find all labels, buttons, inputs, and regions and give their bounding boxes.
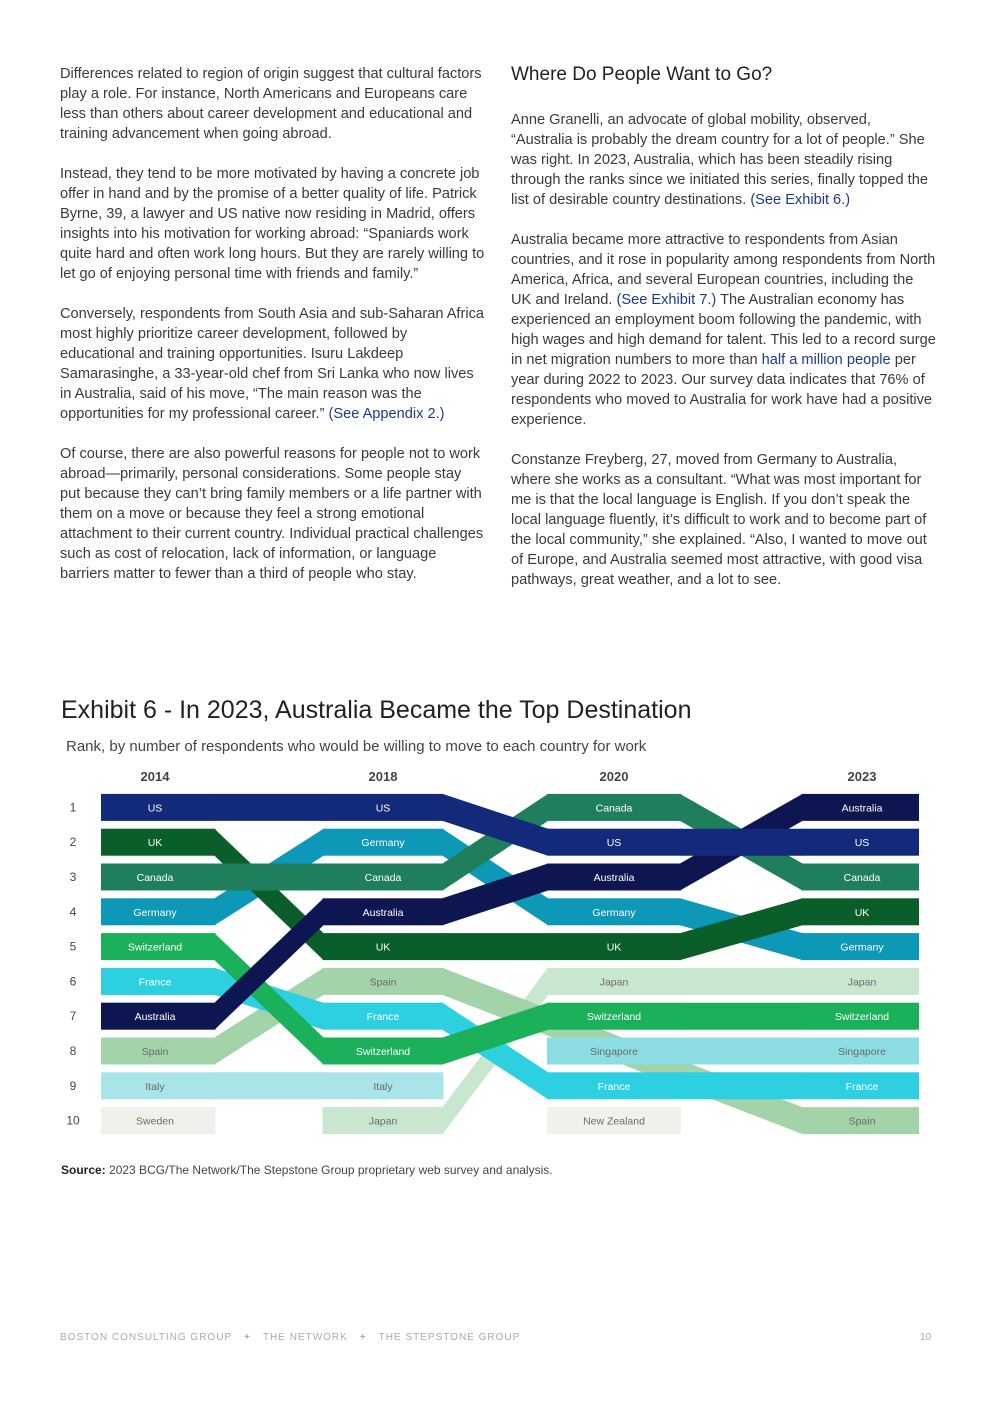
paragraph: Instead, they tend to be more motivated by having a concrete job offer in hand and by the promise of a better quality of life. Patrick Byrne, 39, a lawyer and US native now residing in Madrid, offers insights into his motivation for working abroad: “Spaniards work quite hard and often work long hours. But they are rarely willing to let go of enjoying personal time with friends and family.” [60, 166, 485, 282]
year-label: 2018 [368, 769, 398, 784]
source-note [61, 1163, 553, 1177]
country-label: US [606, 837, 622, 850]
paragraph-text: Anne Granelli, an advocate of global mobility, observed, “Australia is probably the dream country for a lot of people.” She was right. In 2023, Australia, which has been steadily rising through the ranks since we initiated this series, finally topped the list of desirable country destinations. [511, 112, 928, 208]
paragraph-text: Conversely, respondents from South Asia and sub-Saharan Africa most highly prioritize career development, followed by educational and training opportunities. Isuru Lakdeep Samarasinghe, a 33-year-old chef from Sri Lanka who now lives in Australia, said of his move, “The main reason was the opportunities for my professional career.” [60, 306, 484, 422]
country-label: Spain [369, 976, 397, 989]
footer-separator: + [244, 1332, 251, 1343]
paragraph: Of course, there are also powerful reasons for people not to work abroad—primarily, personal considerations. Some people stay put because they can’t bring family members or a life partner with them on a move or because they feel a strong emotional attachment to their current country. Individual practical challenges such as cost of relocation, lack of information, or language barriers matter to fewer than a third of people who stay. [60, 446, 484, 582]
country-label: Japan [599, 976, 629, 989]
country-label: Canada [364, 872, 402, 884]
country-label: US [854, 837, 870, 850]
rank-label: 7 [69, 1009, 77, 1024]
footer-org: THE STEPSTONE GROUP [378, 1332, 521, 1343]
country-label: UK [147, 837, 163, 850]
country-label: Germany [361, 837, 405, 850]
country-label: Germany [592, 906, 636, 919]
series-singapore [547, 1038, 919, 1065]
rank-connector [443, 933, 549, 960]
country-label: Australia [134, 1011, 176, 1024]
rank-connector [215, 864, 324, 891]
footer-separator: + [359, 1332, 367, 1343]
country-label: France [138, 976, 172, 989]
country-label: Sweden [136, 1115, 174, 1128]
rank-label: 8 [69, 1044, 77, 1058]
country-label: Switzerland [586, 1011, 642, 1024]
paragraph: Constanze Freyberg, 27, moved from Germany to Australia, where she works as a consultant. “What was most important for me is that the local language is English. If you don’t speak the local language fluently, it’s difficult to work and to become part of the local community,” she explained. “Also, I wanted to move out of Europe, and Australia seemed most attractive, with good visa pathways, great weather, and a lot to see. [511, 452, 927, 588]
rank-label: 1 [69, 800, 77, 815]
country-label: UK [375, 941, 391, 954]
section-heading: Where Do People Want to Go? [511, 64, 773, 85]
country-label: Spain [848, 1115, 876, 1128]
country-label: Switzerland [127, 941, 183, 954]
country-label: Australia [362, 906, 404, 919]
exhibit-6-link[interactable]: (See Exhibit 6.) [750, 192, 851, 208]
country-label: Australia [593, 872, 635, 884]
country-label: Germany [840, 941, 884, 954]
country-label: Singapore [838, 1046, 886, 1058]
country-label: Singapore [590, 1046, 638, 1058]
paragraph [511, 230, 936, 430]
source-text: 2023 BCG/The Network/The Stepstone Group proprietary web survey and analysis. [109, 1163, 553, 1177]
country-label: US [147, 802, 163, 815]
rank-connector [680, 1072, 803, 1099]
paragraph-text: The Australian economy has experienced an employment boom following the pandemic, with high wages and high demand for talent. This led to a record surge in net migration numbers to more than [511, 292, 936, 368]
source-label: Source: [61, 1163, 106, 1177]
year-label: 2020 [599, 769, 629, 784]
year-label: 2014 [140, 769, 170, 784]
paragraph-text: per year during 2022 to 2023. Our survey data indicates that 76% of respondents who moved to Australia for work have had a positive experience. [511, 352, 933, 428]
country-label: US [375, 802, 391, 815]
paragraph [60, 304, 485, 424]
paragraph: Differences related to region of origin suggest that cultural factors play a role. For instance, North Americans and Europeans care less than others about career development and educational and training advancement when going abroad. [60, 66, 482, 142]
country-label: Switzerland [834, 1011, 890, 1024]
country-label: Canada [595, 802, 633, 815]
country-label: Japan [847, 976, 877, 989]
rank-label: 5 [69, 939, 77, 954]
exhibit-subtitle: Rank, by number of respondents who would be willing to move to each country for work [66, 738, 647, 755]
country-label: UK [854, 906, 870, 919]
rank-label: 10 [66, 1113, 80, 1128]
rank-connector [680, 968, 803, 995]
country-label: Switzerland [355, 1046, 411, 1058]
country-label: France [366, 1011, 400, 1024]
country-label: France [845, 1080, 879, 1093]
country-label: Spain [141, 1046, 169, 1058]
country-label: Italy [145, 1080, 165, 1093]
rank-connector [680, 829, 803, 856]
rank-connector [215, 794, 324, 821]
country-label: New Zealand [583, 1115, 645, 1128]
exhibit-title: Exhibit 6 - In 2023, Australia Became the Top Destination [61, 696, 692, 724]
migration-link[interactable]: half a million people [761, 352, 891, 368]
rank-connector [680, 1003, 803, 1030]
exhibit-7-link[interactable]: (See Exhibit 7.) [616, 292, 717, 308]
paragraph [511, 110, 936, 210]
series-sweden [101, 1107, 216, 1134]
country-label: Canada [136, 872, 174, 884]
rank-label: 3 [69, 870, 77, 884]
rank-label: 6 [69, 974, 77, 989]
rank-connector [680, 1038, 803, 1065]
country-label: Germany [133, 906, 177, 919]
footer-org: BOSTON CONSULTING GROUP [60, 1332, 233, 1343]
country-label: Canada [843, 872, 881, 884]
footer [60, 1332, 520, 1343]
appendix-link[interactable]: (See Appendix 2.) [328, 406, 445, 422]
page-number: 10 [920, 1332, 932, 1343]
rank-connector [215, 1072, 324, 1099]
left-column [60, 64, 485, 604]
rank-label: 9 [69, 1078, 77, 1093]
year-label: 2023 [847, 769, 877, 784]
rank-label: 2 [69, 835, 77, 850]
country-label: Japan [368, 1115, 398, 1128]
right-column [511, 64, 936, 610]
country-label: Italy [373, 1080, 393, 1093]
series-new-zealand [547, 1107, 681, 1134]
bump-chart [0, 760, 992, 1150]
rank-label: 4 [69, 904, 77, 919]
country-label: France [597, 1080, 631, 1093]
country-label: UK [606, 941, 622, 954]
series-italy [101, 1072, 444, 1099]
footer-org: THE NETWORK [262, 1332, 348, 1343]
country-label: Australia [841, 802, 883, 815]
paragraph-text: Australia became more attractive to respondents from Asian countries, and it rose in popularity among respondents from North America, Africa, and several European countries, including the UK and Ireland. [511, 232, 936, 308]
